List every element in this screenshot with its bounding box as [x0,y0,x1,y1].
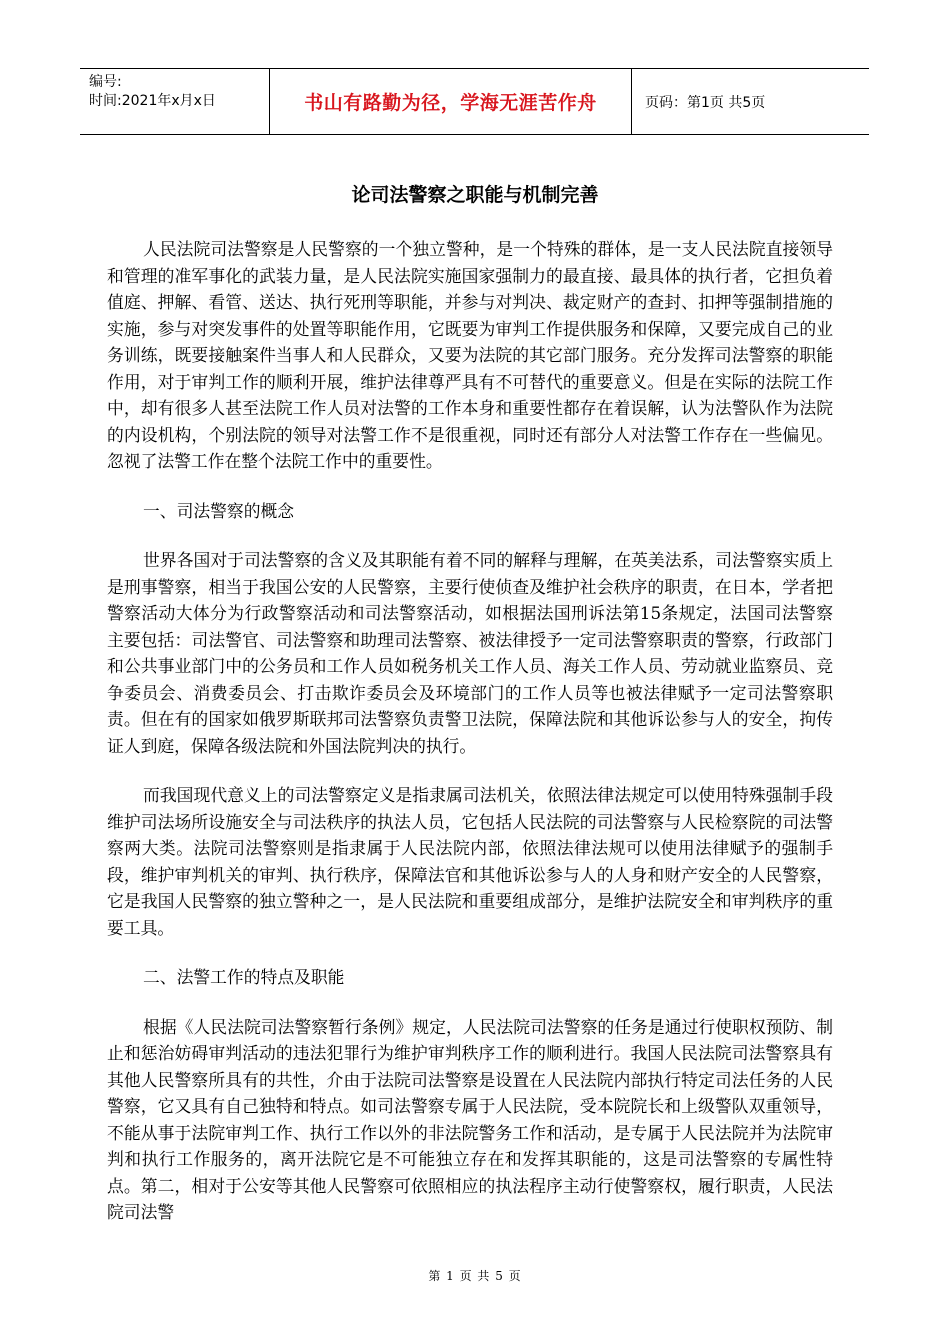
document-title: 论司法警察之职能与机制完善 [351,184,599,206]
body-paragraph: 世界各国对于司法警察的含义及其职能有着不同的解释与理解，在英美法系，司法警察实质上是刑事警察，相当于我国公安的人民警察，主要行使侦查及维护社会秩序的职责，在日本，学者把警察活动大体分为行政警察活动和司法警察活动，如根据法国刑诉法第15条规定，法国司法警察主要包括：司法警官、司法警察和助理司法警察、被法律授予一定司法警察职责的警察，行政部门和公共事业部门中的公务员和工作人员如税务机关工作人员、海关工作人员、劳动就业监察员、竞争委员会、消费委员会、打击欺诈委员会及环境部门的工作人员等也被法律赋予一定司法警察职责。但在有的国家如俄罗斯联邦司法警察负责警卫法院，保障法院和其他诉讼参与人的安全，拘传证人到庭，保障各级法院和外国法院判决的执行。 [107,550,833,756]
document-number-label: 编号: [89,74,122,90]
body-paragraph: 而我国现代意义上的司法警察定义是指隶属司法机关，依照法律法规定可以使用特殊强制手段维护司法场所设施安全与司法秩序的执法人员，它包括人民法院的司法警察与人民检察院的司法警察两大类。法院司法警察则是指隶属于人民法院内部，依照法律法规可以使用法律赋予的强制手段，维护审判机关的审判、执行秩序，保障法官和其他诉讼参与人的人身和财产安全的人民警察，它是我国人民警察的独立警种之一，是人民法院和重要组成部分，是维护法院安全和审判秩序的重要工具。 [107,785,833,938]
header-meta-cell [80,69,270,134]
body-paragraph: 根据《人民法院司法警察暂行条例》规定，人民法院司法警察的任务是通过行使职权预防、制止和惩治妨碍审判活动的违法犯罪行为维护审判秩序工作的顺利进行。我国人民法院司法警察具有其他人民警察所具有的共性，介由于法院司法警察是设置在人民法院内部执行特定司法任务的人民警察，它又具有自己独特和特点。如司法警察专属于人民法院，受本院院长和上级警队双重领导，不能从事于法院审判工作、执行工作以外的非法院警务工作和活动，是专属于人民法院并为法院审判和执行工作服务的，离开法院它是不可能独立存在和发挥其职能的，这是司法警察的专属性特点。第二，相对于公安等其他人民警察可依照相应的执法程序主动行使警察权，履行职责，人民法院司法警 [107,1016,833,1222]
header-page-info: 页码：第1页 共5页 [645,94,766,111]
intro-paragraph: 人民法院司法警察是人民警察的一个独立警种，是一个特殊的群体，是一支人民法院直接领导和管理的准军事化的武装力量，是人民法院实施国家强制力的最直接、最具体的执行者，它担负着值庭、押解、看管、送达、执行死刑等职能，并参与对判决、裁定财产的查封、扣押等强制措施的实施，参与对突发事件的处置等职能作用，它既要为审判工作提供服务和保障，又要完成自己的业务训练，既要接触案件当事人和人民群众，又要为法院的其它部门服务。充分发挥司法警察的职能作用，对于审判工作的顺利开展，维护法律尊严具有不可替代的重要意义。但是在实际的法院工作中，却有很多人甚至法院工作人员对法警的工作本身和重要性都存在着误解，认为法警队作为法院的内设机构，个别法院的领导对法警工作不是很重视，同时还有部分人对法警工作存在一些偏见。忽视了法警工作在整个法院工作中的重要性。 [107,239,833,471]
document-body [107,236,833,1249]
page-footer: 第 1 页 共 5 页 [428,1269,522,1283]
section-heading-2: 二、法警工作的特点及职能 [143,967,345,987]
document-time-label: 时间:2021年x月x日 [89,93,216,109]
header-motto: 书山有路勤为径，学海无涯苦作舟 [270,69,632,134]
document-header [80,68,869,135]
section-heading-1: 一、司法警察的概念 [143,500,295,521]
